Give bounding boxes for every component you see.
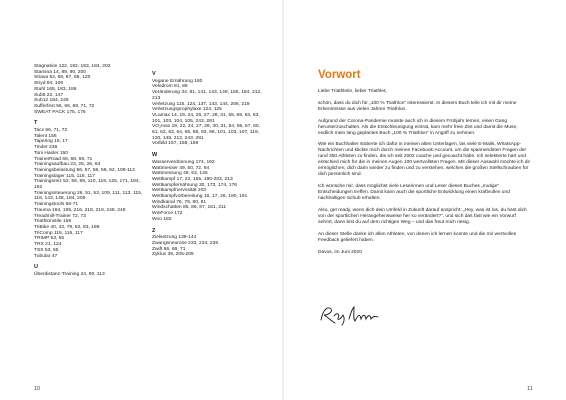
index-entry: Tacx 66, 71, 72 (34, 128, 68, 134)
handwritten-signature (318, 303, 380, 327)
foreword-text (318, 89, 532, 261)
index-entry: Veränderung 34, 81, 141, 143, 149, 155, 184, 212, 213 (152, 90, 262, 101)
index-entry: Stryd 94, 106 (34, 81, 64, 87)
index-entry: Vorbild 157, 158, 159 (152, 141, 199, 147)
index-entry: Trainingsaufbau 23, 25, 26, 63 (34, 162, 101, 168)
foreword-paragraph: Also, get ready, wenn dich dein Umfeld in Zukunft darauf anspricht: „Hey, was ist los, du hast dich von der sportlichen Herangehensweise her so verändert?“, und sich das fast wie ein Vorwurf anhört, dann bist du auf dem richtigen Weg – und das freut mich riesig. (318, 207, 527, 225)
index-entry: Trainingsbelastung 56, 57, 58, 59, 92, 109-112 (34, 167, 135, 173)
index-letter-v: V (152, 71, 156, 77)
index-entry: VO₂max 19, 22, 24, 27, 28, 30, 31, 54, 55, 57, 60, 61, 62, 63, 64, 65, 68, 93, 95, 101, 103, 107, 119, 120, 148, 212, 243, 281 (152, 124, 260, 141)
index-entry: Trainingssteuerung 26, 51, 53, 109, 111, 113, 115, 118, 143, 148, 184, 205 (34, 190, 143, 202)
index-entry: TRX 21, 124 (34, 242, 62, 248)
foreword-paragraph: Aufgrund der Corona-Pandemie musste auch ich in diesem Frühjahr lernen, einen Gang herunterzuschalten. Als die Entschleunigung eintrat, kam mehr freie Zeit und damit die Muse, endlich mein lang geplantes Buch „100 % Triathlon“ in Angriff zu nehmen. (318, 118, 518, 136)
index-entry: Trainingslager 115, 116, 117 (34, 173, 95, 179)
index-entry: Überdistanz-Training 24, 90, 113 (34, 271, 105, 277)
index-entry: Windschatten 85, 86, 87, 161, 211 (152, 205, 227, 211)
chapter-title: Vorwort (318, 69, 361, 81)
foreword-paragraph: Ich wünsche mir, dass möglichst viele Leserinnen und Leser dieses Buches „mutige“ Entscheidungen treffen. Damit kann auch die sportliche Entwicklung einen kraftvollen und nachhaltigen Schub erhalten. (318, 184, 510, 202)
index-entry: Wattmessung 49, 53, 146 (152, 171, 208, 177)
index-entry: Zwangsneurose 233, 234, 235 (152, 240, 219, 246)
index-entry: TRIMP 53, 55 (34, 236, 65, 242)
index-entry: TSS 53, 55 (34, 247, 59, 253)
index-entry: Trainingsreiz 52, 59, 89, 110, 119, 125, 171, 184, 192 (34, 179, 140, 191)
index-entry: Trauma 194, 195, 216, 218, 219, 248, 249 (34, 207, 126, 213)
index-entry: Zyklus 39, 205-209 (152, 252, 194, 258)
index-entry: Tapering 16, 17 (34, 139, 68, 145)
index-entry: Stamina 14, 89, 90, 200 (34, 69, 86, 75)
foreword-paragraph: An dieser Stelle danke ich allen Athleten, von denen ich lernen konnte und die mir wertvolles Feedback geliefert haben. (318, 231, 517, 243)
index-entry: Tubular 47 (34, 253, 58, 259)
foreword-paragraph: Liebe Triathletin, lieber Triathlet, (318, 89, 387, 94)
index-entry: Treadmill-Trainer 72, 73 (34, 213, 86, 219)
index-entry: Stuhl 165, 183, 186 (34, 86, 77, 92)
foreword-paragraph: Wie ein Buchhalter stöberte ich dafür in meinen alten Unterlagen, las viele E-Mails, WhatsApp-Nachrichten und klickte mich durch meinen Facebook-Account, um die spannendsten Fragen der rund 350 Athleten zu finden, die ich seit 2002 coache und gecoacht habe. Ich selektierte hart und entschied mich für die in meinen Augen 100 wertvollsten Fragen. Mit dieser Auswahl möchte ich dir ermöglichen, dich darin wieder zu finden und zu verstehen, welches die großen Stellschrauben für dich persönlich sind. (318, 142, 531, 178)
index-column-2 (152, 72, 264, 258)
index-entry: TrainerRoad 66, 68, 69, 71 (34, 156, 93, 162)
index-entry: Zwift 66, 69, 71 (152, 246, 186, 252)
index-entry: Sub5 22, 147 (34, 92, 64, 98)
index-entry: Verletzung 115, 124, 137, 143, 144, 206, 219 (152, 101, 250, 107)
index-letter-u: U (34, 264, 38, 271)
index-letter-t: T (34, 120, 38, 127)
index-entry: TriBike 40, 43, 79, 82, 83, 198 (34, 224, 100, 230)
index-group-v (152, 79, 264, 147)
page-number-left: 10 (34, 386, 41, 392)
index-letter-w: W (152, 152, 158, 159)
index-entry: Triathlonstile 159 (34, 219, 72, 225)
index-entry: Wasserverdünnung 174, 192 (152, 159, 215, 165)
index-entry: Wettkampfvorbereitung 16, 17, 26, 190, 191 (152, 194, 248, 200)
index-entry: Sub12 184, 248 (34, 98, 69, 104)
index-entry: Zielsetzung 139-144 (152, 235, 197, 241)
index-group-u (34, 272, 148, 278)
index-entry: Sufferfest 56, 66, 69, 71, 72 (34, 103, 95, 109)
index-entry: Woo 192 (152, 216, 172, 222)
index-entry: Trainingstools 66-71 (34, 202, 79, 208)
book-gutter (282, 0, 284, 400)
index-entry: Tinder 238 (34, 145, 58, 151)
index-entry: Wattmesser 49, 50, 72, 94 (152, 165, 210, 171)
index-column-1 (34, 64, 148, 278)
index-group-z (152, 235, 264, 258)
foreword-paragraph: schön, dass du dich für „100 % Triathlon“ interessierst. In diesem Buch teile ich mit dir meine Erkenntnisse aus vielen Jahren Triathlon. (318, 100, 517, 112)
index-entry: Wettkampfnervosität 203 (152, 188, 207, 194)
page-number-right: 11 (527, 386, 533, 392)
index-group-w (152, 160, 264, 223)
index-group-t (34, 128, 148, 259)
index-entry: Strava 52, 66, 67, 68, 120 (34, 75, 91, 81)
index-entry: Wettkampfernährung 30, 173, 174, 176 (152, 182, 238, 188)
index-entry: VLamax 14, 19, 24, 26, 27, 28, 31, 55, 59, 63, 63, 101, 103, 104, 105, 243, 281 (152, 112, 260, 124)
index-entry: SWEAT PACK 175, 176 (34, 109, 86, 115)
index-entry: Talent 156 (34, 133, 57, 139)
index-entry: Windkanal 76, 78, 80, 81 (152, 199, 207, 205)
index-entry: WinForce 172 (152, 211, 183, 217)
index-entry: Stagnation 122, 182, 183, 184, 202 (34, 64, 111, 69)
index-entry: Wettkampf 17, 22, 155, 190-203, 213 (152, 176, 233, 182)
index-letter-z: Z (152, 227, 156, 234)
index-entry: Velodrom 81, 86 (152, 84, 188, 90)
index-entry: TriComp 115, 116, 117 (34, 230, 83, 236)
index-entry: Vegane Ernährung 180 (152, 78, 203, 84)
index-group-s (34, 64, 148, 115)
index-entry: Toni Hasler 150 (34, 150, 68, 156)
foreword-paragraph: Davos, im Juni 2020 (318, 249, 362, 255)
index-entry: Verletzungsprophylaxe 124, 125 (152, 107, 222, 113)
